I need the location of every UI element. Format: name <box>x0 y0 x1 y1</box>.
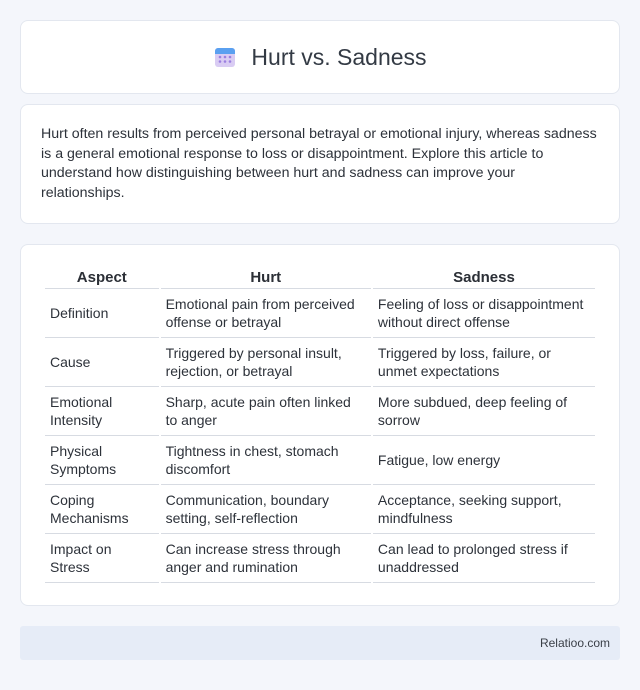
table-row <box>45 534 595 583</box>
table-row <box>45 436 595 485</box>
page-title: Hurt vs. Sadness <box>251 43 427 70</box>
intro-card <box>20 104 620 224</box>
row-aspect: Definition <box>45 289 159 338</box>
row-hurt: Sharp, acute pain often linked to anger <box>161 387 371 436</box>
row-sadness: Triggered by loss, failure, or unmet expectations <box>373 338 595 387</box>
footer-brand[interactable]: Relatioo.com <box>539 636 610 650</box>
header-aspect: Aspect <box>45 263 159 289</box>
comparison-table <box>43 263 597 583</box>
calendar-icon <box>213 45 237 69</box>
row-sadness: More subdued, deep feeling of sorrow <box>373 387 595 436</box>
table-row <box>45 485 595 534</box>
table-row <box>45 338 595 387</box>
header-hurt: Hurt <box>161 263 371 289</box>
row-aspect: Coping Mechanisms <box>45 485 159 534</box>
row-aspect: Emotional Intensity <box>45 387 159 436</box>
table-header-row <box>45 263 595 289</box>
row-hurt: Tightness in chest, stomach discomfort <box>161 436 371 485</box>
row-hurt: Triggered by personal insult, rejection, or betrayal <box>161 338 371 387</box>
intro-paragraph: Hurt often results from perceived personal betrayal or emotional injury, whereas sadness is a general emotional response to loss or disappointment. Explore this article to understand how distinguishing between hurt and sadness can improve your relationships. <box>41 126 597 201</box>
table-row <box>45 387 595 436</box>
row-sadness: Feeling of loss or disappointment without direct offense <box>373 289 595 338</box>
title-wrap <box>213 44 426 71</box>
comparison-card <box>20 244 620 606</box>
row-sadness: Acceptance, seeking support, mindfulness <box>373 485 595 534</box>
row-hurt: Emotional pain from perceived offense or betrayal <box>161 289 371 338</box>
row-sadness: Fatigue, low energy <box>373 436 595 485</box>
row-sadness: Can lead to prolonged stress if unaddressed <box>373 534 595 583</box>
row-hurt: Communication, boundary setting, self-reflection <box>161 485 371 534</box>
row-aspect: Impact on Stress <box>45 534 159 583</box>
row-hurt: Can increase stress through anger and rumination <box>161 534 371 583</box>
row-aspect: Physical Symptoms <box>45 436 159 485</box>
footer-bar <box>20 626 620 660</box>
title-card <box>20 20 620 94</box>
row-aspect: Cause <box>45 338 159 387</box>
table-row <box>45 289 595 338</box>
header-sadness: Sadness <box>373 263 595 289</box>
